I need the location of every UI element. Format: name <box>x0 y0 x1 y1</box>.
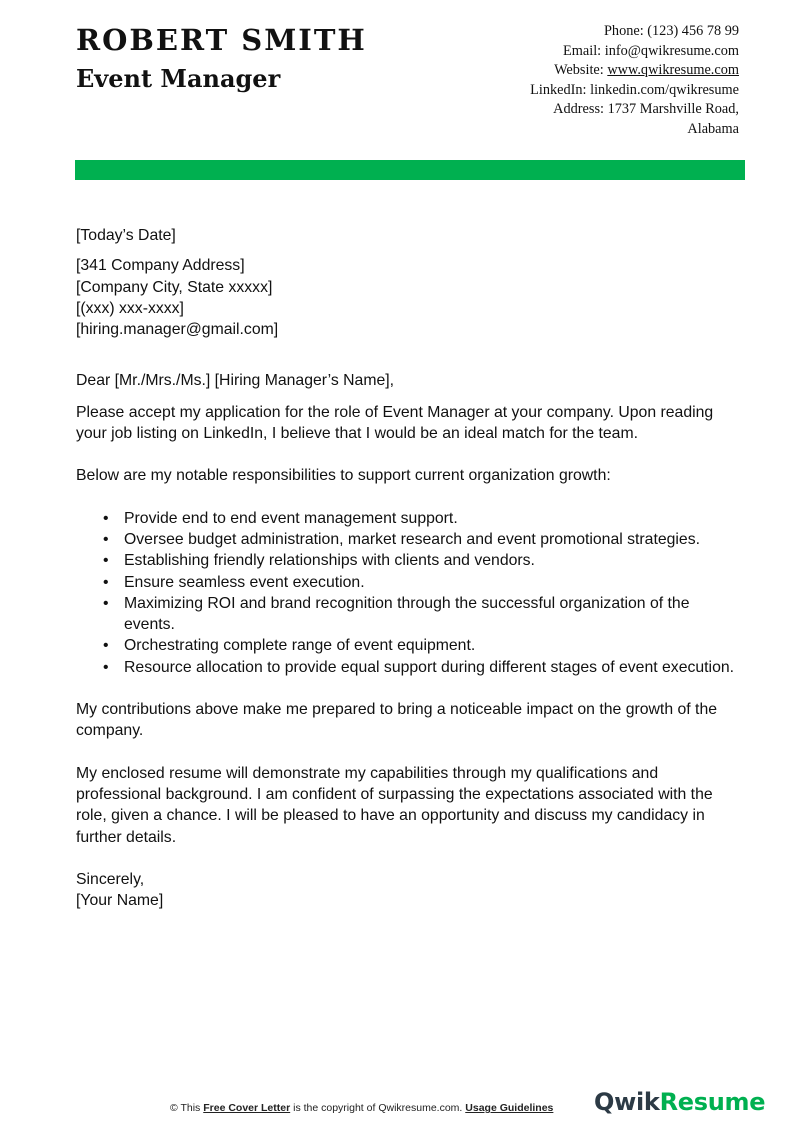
contact-email <box>419 42 739 62</box>
letter-date: [Today’s Date] <box>76 227 176 244</box>
list-item-text: Provide end to end event management support. <box>124 509 458 527</box>
applicant-title: Event Manager <box>76 64 281 93</box>
list-item <box>103 572 736 593</box>
recipient-city: [Company City, State xxxxx] <box>76 278 273 296</box>
website-label: Website: <box>554 62 604 78</box>
intro-paragraph: Please accept my application for the role of Event Manager at your company. Upon reading your job listing on LinkedIn, I believe that I would be an ideal match for the team. <box>76 403 714 443</box>
logo-qwik: Qwik <box>594 1088 660 1116</box>
recipient-block <box>76 255 736 340</box>
signoff-block <box>76 869 736 912</box>
contact-phone <box>419 22 739 42</box>
list-item-text: Maximizing ROI and brand recognition through the successful organization of the events. <box>124 594 690 634</box>
bullet-icon: • <box>103 594 109 612</box>
contact-block <box>419 22 739 139</box>
contributions-paragraph: My contributions above make me prepared to bring a noticeable impact on the growth of the company. <box>76 701 718 740</box>
signature-name: [Your Name] <box>76 892 164 910</box>
bullet-icon: • <box>103 573 109 591</box>
responsibilities-list <box>76 508 736 678</box>
free-cover-letter-link[interactable]: Free Cover Letter <box>203 1102 291 1114</box>
bullet-icon: • <box>103 509 109 527</box>
bullet-icon: • <box>103 552 109 570</box>
applicant-name: ROBERT SMITH <box>76 23 367 57</box>
address-line2: Alabama <box>687 120 739 137</box>
list-item-text: Resource allocation to provide equal support during different stages of event execution. <box>124 658 735 676</box>
linkedin-label: LinkedIn: <box>530 81 587 98</box>
phone-value: (123) 456 78 99 <box>647 23 739 39</box>
contact-address <box>419 100 739 120</box>
recipient-email: [hiring.manager@gmail.com] <box>76 321 279 339</box>
address-line1: 1737 Marshville Road, <box>607 101 739 117</box>
list-item <box>103 635 736 656</box>
list-item-text: Oversee budget administration, market research and event promotional strategies. <box>124 530 701 548</box>
email-value: info@qwikresume.com <box>604 42 739 59</box>
email-label: Email: <box>563 42 602 59</box>
list-item <box>103 508 736 529</box>
recipient-phone: [(xxx) xxx-xxxx] <box>76 299 184 317</box>
copyright-prefix: © This <box>170 1102 201 1114</box>
closing-paragraph: My enclosed resume will demonstrate my capabilities through my qualifications and professional background. I am confident of surpassing the expectations associated with the role, given a chance. I will be pleased to have an opportunity and discuss my candidacy in further details. <box>76 764 713 846</box>
bullet-icon: • <box>103 637 109 655</box>
website-link[interactable]: www.qwikresume.com <box>607 62 739 78</box>
list-item <box>103 593 736 636</box>
phone-label: Phone: <box>603 23 644 39</box>
list-item-text: Establishing friendly relationships with clients and vendors. <box>124 552 535 570</box>
copyright-middle: is the copyright of Qwikresume.com. <box>293 1102 463 1114</box>
contact-address-cont <box>419 120 739 140</box>
recipient-address: [341 Company Address] <box>76 257 245 275</box>
page-footer <box>0 1088 800 1119</box>
logo-resume: Resume <box>659 1088 766 1116</box>
qwikresume-logo <box>594 1087 765 1117</box>
salutation: Dear [Mr./Mrs./Ms.] [Hiring Manager’s Name], <box>76 372 395 390</box>
list-item <box>103 657 736 678</box>
list-item-text: Orchestrating complete range of event equipment. <box>124 637 476 655</box>
copyright-note <box>170 1101 553 1115</box>
bullet-icon: • <box>103 658 109 676</box>
bullet-icon: • <box>103 530 109 548</box>
contact-website <box>419 61 739 81</box>
list-item-text: Ensure seamless event execution. <box>124 573 365 591</box>
linkedin-value: linkedin.com/qwikresume <box>590 81 739 98</box>
signoff: Sincerely, <box>76 870 145 888</box>
list-item <box>103 529 736 550</box>
address-label: Address: <box>553 101 604 117</box>
list-intro: Below are my notable responsibilities to support current organization growth: <box>76 467 611 485</box>
usage-guidelines-link[interactable]: Usage Guidelines <box>465 1102 554 1114</box>
header-divider-bar <box>75 160 745 180</box>
contact-linkedin <box>419 81 739 101</box>
letter-body <box>76 225 736 911</box>
list-item <box>103 550 736 571</box>
